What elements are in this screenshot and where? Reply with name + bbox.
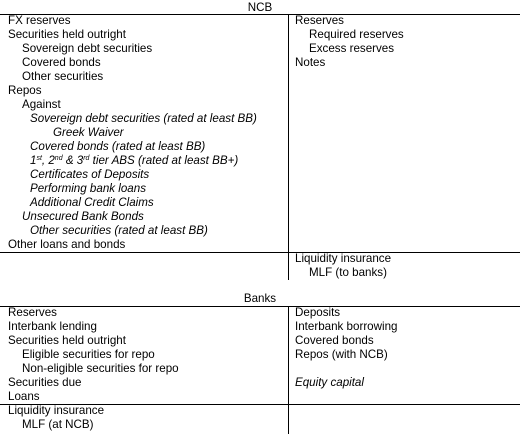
ncb-center-rule [288, 14, 289, 280]
banks-center-rule [288, 306, 289, 434]
ncb-asset-item: Other securities (rated at least BB) [30, 224, 208, 237]
banks-title: Banks [243, 292, 277, 305]
ncb-asset-item: Greek Waiver [53, 126, 124, 139]
banks-asset-item: Eligible securities for repo [22, 348, 155, 361]
banks-asset-item: Securities held outright [8, 334, 126, 347]
ncb-asset-item: Sovereign debt securities (rated at least BB) [30, 112, 257, 125]
ncb-bottom-rule [0, 252, 520, 253]
ncb-liquidity-item: MLF (to banks) [309, 266, 387, 279]
abs-sup: rd [83, 155, 90, 162]
banks-liability-item: Covered bonds [295, 334, 374, 347]
ncb-asset-item: Additional Credit Claims [30, 196, 154, 209]
ncb-liabilities [295, 14, 404, 70]
banks-asset-item: Reserves [8, 306, 57, 319]
ncb-asset-item: FX reserves [8, 14, 71, 27]
ncb-title: NCB [247, 1, 273, 14]
banks-liquidity-item: Liquidity insurance [8, 404, 105, 417]
ncb-liability-item: Required reserves [309, 28, 404, 41]
ncb-asset-item: Performing bank loans [30, 182, 146, 195]
ncb-asset-item: Against [22, 98, 61, 111]
banks-liquidity-item: MLF (at NCB) [22, 418, 94, 431]
abs-text: tier ABS (rated at least BB+) [89, 154, 239, 167]
abs-sup: st [36, 155, 42, 162]
banks-asset-item: Loans [8, 390, 40, 403]
ncb-asset-item: Unsecured Bank Bonds [22, 210, 144, 223]
banks-liquidity [8, 404, 104, 432]
abs-sup: nd [54, 155, 63, 162]
ncb-assets [8, 14, 257, 252]
banks-asset-item: Securities due [8, 376, 82, 389]
ncb-liability-item: Reserves [295, 14, 344, 27]
banks-liability-item: Equity capital [295, 376, 364, 389]
ncb-asset-item: Covered bonds [22, 56, 101, 69]
ncb-asset-item: Sovereign debt securities [22, 42, 153, 55]
ncb-liability-item: Notes [295, 56, 326, 69]
banks-liabilities [295, 306, 397, 390]
banks-liability-item: Interbank borrowing [295, 320, 398, 333]
ncb-asset-item: Covered bonds (rated at least BB) [30, 140, 206, 153]
ncb-asset-item: Other loans and bonds [8, 238, 126, 251]
ncb-asset-item-abs [8, 154, 257, 168]
banks-liability-item: Deposits [295, 306, 341, 319]
abs-text: 1 [30, 154, 37, 167]
banks-asset-item: Interbank lending [8, 320, 97, 333]
banks-asset-item: Non-eligible securities for repo [22, 362, 179, 375]
spacer [295, 362, 397, 376]
ncb-liquidity [295, 252, 391, 280]
abs-text: & 3 [62, 154, 84, 167]
ncb-liquidity-item: Liquidity insurance [295, 252, 392, 265]
ncb-asset-item: Securities held outright [8, 28, 126, 41]
ncb-liability-item: Excess reserves [309, 42, 395, 55]
banks-liability-item: Repos (with NCB) [295, 348, 388, 361]
abs-text: , 2 [41, 154, 55, 167]
ncb-asset-item: Other securities [22, 70, 104, 83]
ncb-asset-item: Repos [8, 84, 42, 97]
ncb-asset-item: Certificates of Deposits [30, 168, 150, 181]
banks-assets [8, 306, 179, 404]
